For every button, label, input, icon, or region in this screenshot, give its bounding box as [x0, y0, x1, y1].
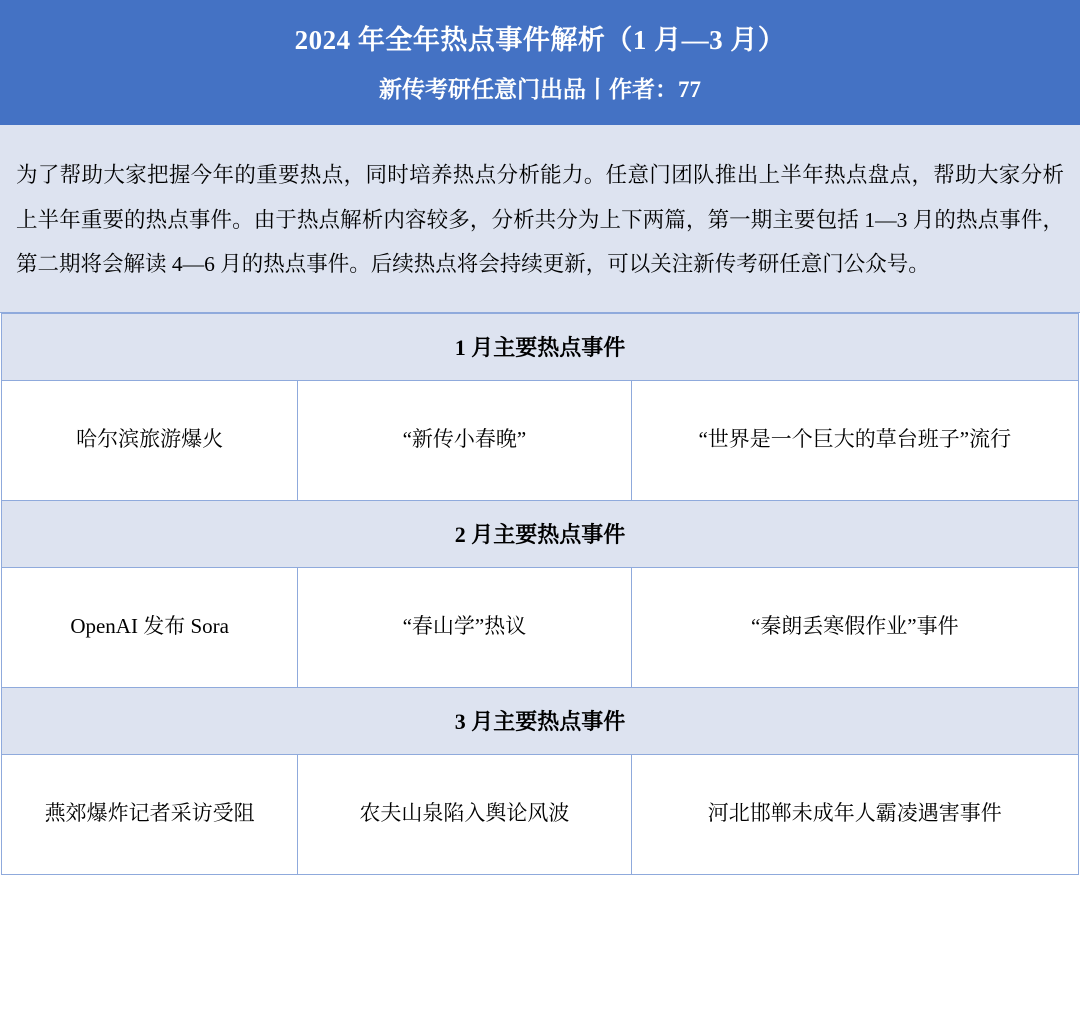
title-banner	[0, 0, 1080, 125]
event-cell: “春山学”热议	[298, 567, 631, 687]
event-cell: 哈尔滨旅游爆火	[2, 380, 298, 500]
event-cell: OpenAI 发布 Sora	[2, 567, 298, 687]
event-cell: “世界是一个巨大的草台班子”流行	[631, 380, 1078, 500]
intro-paragraph: 为了帮助大家把握今年的重要热点，同时培养热点分析能力。任意门团队推出上半年热点盘点，帮助大家分析上半年重要的热点事件。由于热点解析内容较多，分析共分为上下两篇，第一期主要包括 1—3 月的热点事件，第二期将会解读 4—6 月的热点事件。后续热点将会持续更新，可以关注新传考研任意门公众号。	[0, 125, 1080, 312]
event-cell: 燕郊爆炸记者采访受阻	[2, 754, 298, 874]
table-row	[2, 754, 1079, 874]
table-row-month-heading	[2, 500, 1079, 567]
table-row	[2, 380, 1079, 500]
month-heading-march: 3 月主要热点事件	[2, 687, 1079, 754]
event-cell: 河北邯郸未成年人霸凌遇害事件	[631, 754, 1078, 874]
hot-events-table	[1, 313, 1079, 875]
event-cell: “秦朗丢寒假作业”事件	[631, 567, 1078, 687]
month-heading-january: 1 月主要热点事件	[2, 313, 1079, 380]
table-row-month-heading	[2, 313, 1079, 380]
event-cell: 农夫山泉陷入舆论风波	[298, 754, 631, 874]
page-title: 2024 年全年热点事件解析（1 月—3 月）	[294, 25, 786, 55]
page-subtitle: 新传考研任意门出品丨作者：77	[379, 77, 701, 103]
table-row	[2, 567, 1079, 687]
event-cell: “新传小春晚”	[298, 380, 631, 500]
month-heading-february: 2 月主要热点事件	[2, 500, 1079, 567]
table-row-month-heading	[2, 687, 1079, 754]
